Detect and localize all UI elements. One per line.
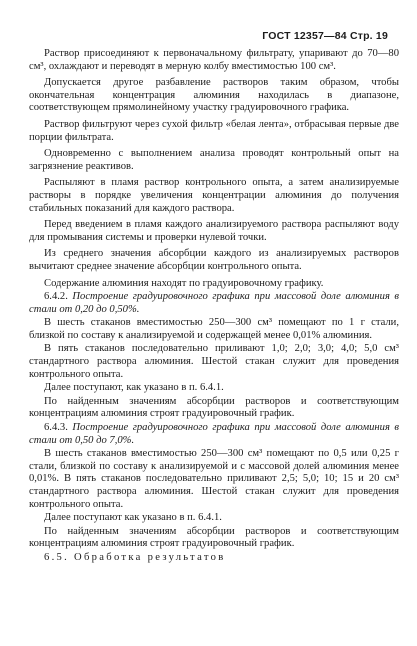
- paragraph: В шесть стаканов вместимостью 250—300 см³ помещают по 0,5 или 0,25 г стали, близкой по составу к анализируемой и с массовой долей алюминия менее 0,01%. В пять стаканов последовательно приливают 2,5; 5,0; 10; 15 и 20 см³ стандартного раствора алюминия. Шестой стакан служит для проведения контрольного опыта.: [29, 448, 399, 510]
- paragraph: В шесть стаканов вместимостью 250—300 см³ помещают по 1 г стали, близкой по составу к анализируемой и содержащей менее 0,01% алюминия.: [29, 317, 399, 341]
- section-title: 6.5. Обработка результатов: [44, 551, 226, 563]
- document-body: [29, 48, 399, 565]
- paragraph: Раствор присоединяют к первоначальному фильтрату, упаривают до 70—80 см³, охлаждают и переводят в мерную колбу вместимостью 100 см³.: [29, 48, 399, 72]
- paragraph: По найденным значениям абсорбции растворов и соответствующим концентрациям алюминия строят градуировочный график.: [29, 395, 399, 420]
- section-6-4-2-heading: [29, 291, 399, 316]
- section-6-5-heading: [29, 552, 399, 565]
- paragraph: Одновременно с выполнением анализа проводят контрольный опыт на загрязнение реактивов.: [29, 148, 399, 172]
- paragraph: Раствор фильтруют через сухой фильтр «белая лента», отбрасывая первые две порции фильтрата.: [29, 118, 399, 143]
- section-6-4-3-heading: [29, 422, 399, 447]
- paragraph: Далее поступают как указано в п. 6.4.1.: [44, 512, 222, 524]
- paragraph: Из среднего значения абсорбции каждого из анализируемых растворов вычитают среднее значение абсорбции контрольного опыта.: [29, 248, 399, 272]
- section-title: Построение градуировочного графика при массовой доле алюминия в стали от 0,50 до 7,0%.: [29, 422, 399, 446]
- paragraph: Содержание алюминия находят по градуировочному графику.: [44, 277, 324, 289]
- section-title: Построение градуировочного графика при массовой доле алюминия в стали от 0,20 до 0,50%.: [29, 291, 399, 315]
- section-number: 6.4.3.: [44, 422, 68, 434]
- paragraph: По найденным значениям абсорбции растворов и соответствующим концентрациям алюминия строят градуировочный график.: [29, 525, 399, 550]
- paragraph: Распыляют в пламя раствор контрольного опыта, а затем анализируемые растворы в порядке увеличения концентрации алюминия до получения стабильных показаний для каждого раствора.: [29, 177, 399, 214]
- section-number: 6.4.2.: [44, 291, 68, 303]
- paragraph: Далее поступают, как указано в п. 6.4.1.: [44, 382, 224, 394]
- page-header: ГОСТ 12357—84 Стр. 19: [262, 30, 388, 42]
- paragraph: Допускается другое разбавление растворов таким образом, чтобы окончательная концентрация алюминия находилась в диапазоне, соответствующем прямолинейному участку градуировочного графика.: [29, 77, 399, 114]
- paragraph: В пять стаканов последовательно приливают 1,0; 2,0; 3,0; 4,0; 5,0 см³ стандартного раствора алюминия. Шестой стакан служит для проведения контрольного опыта.: [29, 343, 399, 380]
- paragraph: Перед введением в пламя каждого анализируемого раствора распыляют воду для промывания системы и проверки нулевой точки.: [29, 219, 399, 243]
